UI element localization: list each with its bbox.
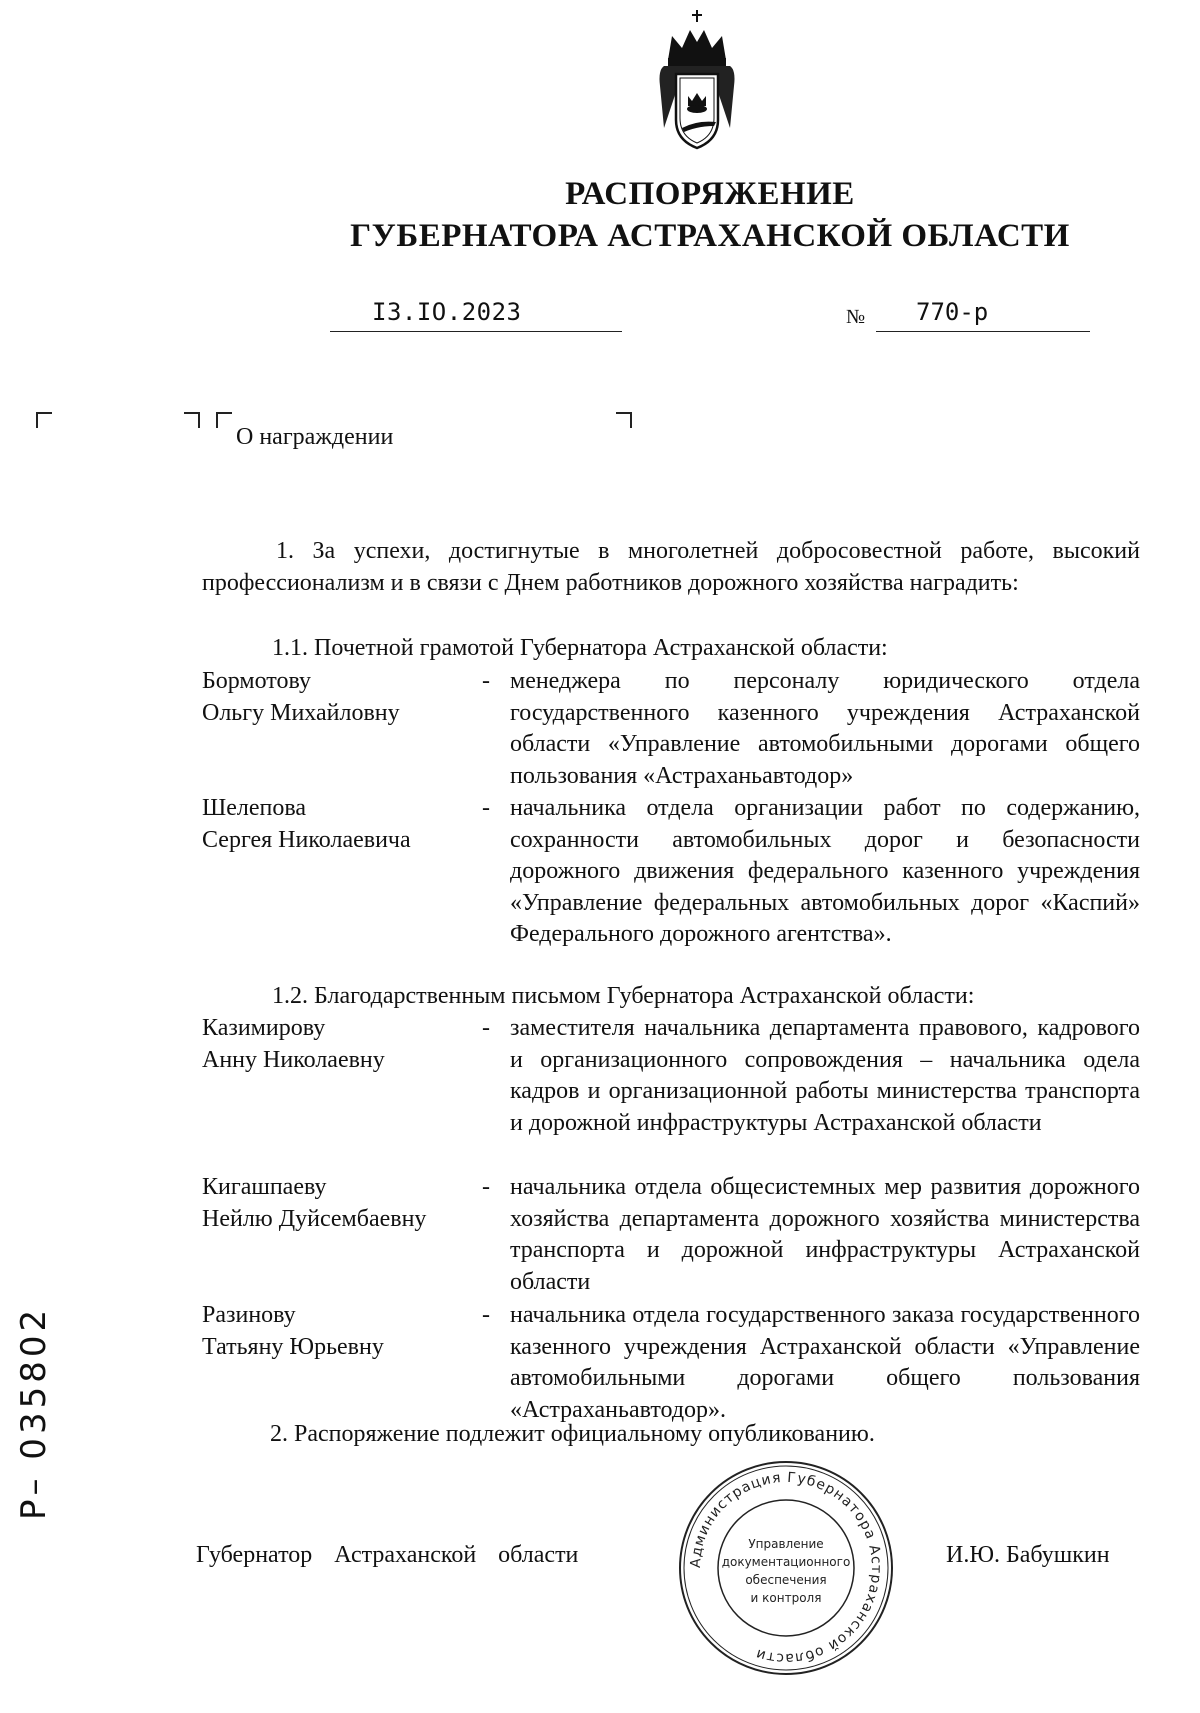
- awardee-dash: -: [482, 795, 490, 821]
- coat-of-arms-icon: [654, 8, 740, 158]
- awardee-name: Шелепова Сергея Николаевича: [202, 795, 411, 853]
- awardee-name: Кигашпаеву Нейлю Дуйсембаевну: [202, 1174, 427, 1232]
- awardee-dash: -: [482, 668, 490, 694]
- signatory-name: И.Ю. Бабушкин: [946, 1542, 1110, 1568]
- awardee-position: начальника отдела государственного заказа государственного казенного учреждения Астраханской области «Управление автомобильными дорогами общего пользования «Астраханьавтодор».: [510, 1302, 1140, 1423]
- awardee-dash: -: [482, 1302, 490, 1328]
- number-underline: [876, 330, 1090, 332]
- section-1-2-title: 1.2. Благодарственным письмом Губернатора Астраханской области:: [272, 983, 975, 1009]
- intro-paragraph: 1. За успехи, достигнутые в многолетней добросовестной работе, высокий профессионализм и в связи с Днем работников дорожного хозяйства наградить:: [202, 538, 1140, 596]
- awardee-name: Бормотову Ольгу Михайловну: [202, 668, 400, 726]
- document-subject: О награждении: [236, 424, 394, 450]
- corner-mark-subject-left: [216, 412, 232, 428]
- awardee-name: Разинову Татьяну Юрьевну: [202, 1302, 384, 1360]
- publication-clause: 2. Распоряжение подлежит официальному опубликованию.: [270, 1421, 875, 1447]
- awardee-name: Казимирову Анну Николаевну: [202, 1015, 385, 1073]
- stamp-ring-text: Администрация Губернатора Астраханской области: [687, 1469, 885, 1667]
- stamp-center-line: и контроля: [750, 1591, 822, 1605]
- stamp-center-line: обеспечения: [745, 1573, 827, 1587]
- document-number: 770-р: [916, 298, 989, 326]
- awardee-dash: -: [482, 1015, 490, 1041]
- awardee-position: менеджера по персоналу юридического отдела государственного казенного учреждения Астраханской области «Управление автомобильными дорогами общего пользования «Астраханьавтодор»: [510, 668, 1140, 789]
- registration-number: Р– 035802: [14, 1305, 54, 1520]
- signatory-title: Губернатор Астраханской области: [196, 1542, 579, 1568]
- official-stamp: [676, 1458, 896, 1678]
- corner-mark-left: [36, 412, 52, 428]
- awardee-position: заместителя начальника департамента правового, кадрового и организационного сопровождения – начальника одела кадров и организационной работы министерства транспорта и дорожной инфраструктуры Астраханской области: [510, 1015, 1140, 1136]
- stamp-center-line: Управление: [748, 1537, 824, 1551]
- corner-mark-right: [616, 412, 632, 428]
- awardee-position: начальника отдела общесистемных мер развития дорожного хозяйства департамента дорожного хозяйства министерства транспорта и дорожной инфраструктуры Астраханской области: [510, 1174, 1140, 1295]
- document-date: I3.IO.2023: [372, 298, 522, 326]
- section-1-1-title: 1.1. Почетной грамотой Губернатора Астраханской области:: [272, 635, 888, 661]
- date-underline: [330, 330, 622, 332]
- awardee-position: начальника отдела организации работ по содержанию, сохранности автомобильных дорог и безопасности дорожного движения федерального казенного учреждения «Управление федеральных автомобильных дорог «Каспий» Федерального дорожного агентства».: [510, 795, 1140, 947]
- issuer-title: ГУБЕРНАТОРА АСТРАХАНСКОЙ ОБЛАСТИ: [350, 218, 1070, 254]
- document-type-title: РАСПОРЯЖЕНИЕ: [565, 176, 855, 212]
- awardee-dash: -: [482, 1174, 490, 1200]
- corner-mark-subject-right: [184, 412, 200, 428]
- number-sign: №: [846, 306, 866, 328]
- stamp-center-line: документационного: [721, 1555, 851, 1569]
